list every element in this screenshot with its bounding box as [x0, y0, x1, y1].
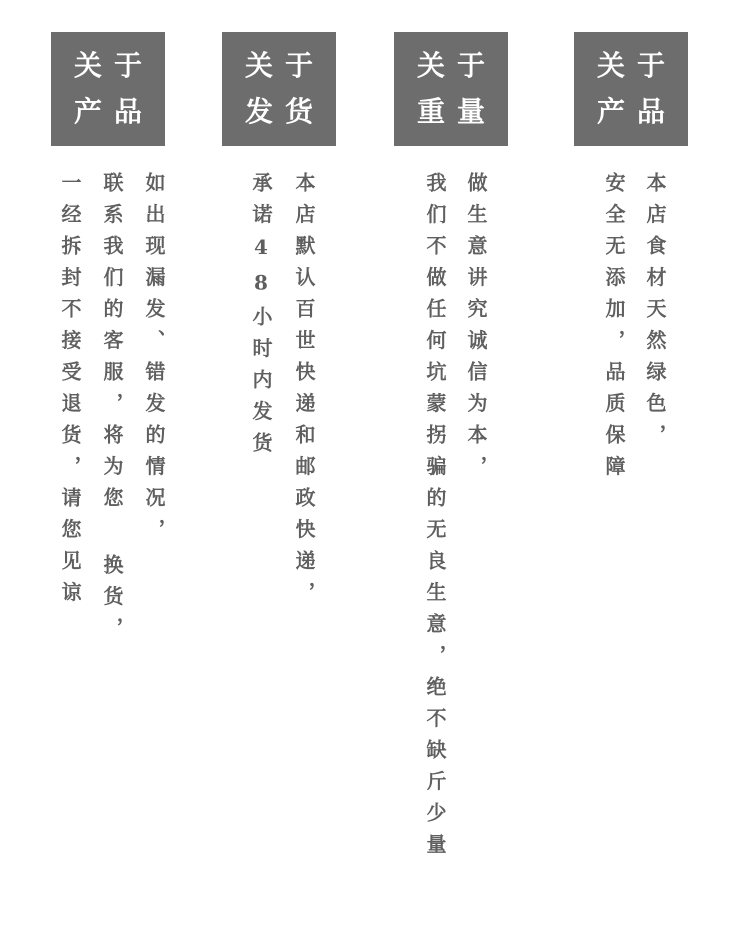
block-title-line1: 关于 — [244, 49, 325, 82]
text-column: 本店食材天然绿色， — [643, 172, 667, 456]
block-title-line2: 重量 — [416, 95, 497, 128]
block-title-line1: 关于 — [596, 49, 677, 82]
text-column: 如出现漏发、错发的情况， — [142, 172, 166, 550]
info-block-weight — [394, 32, 508, 865]
info-block-shipping — [222, 32, 336, 613]
block-title-line1: 关于 — [416, 49, 497, 82]
block-title-line2: 产品 — [73, 95, 154, 128]
block-header — [51, 32, 165, 146]
text-column: 一经拆封不接受退货，请您见谅 — [58, 172, 82, 613]
text-column: 我们不做任何坑蒙拐骗的无良生意，绝不缺斤少量 — [423, 172, 447, 865]
block-header — [394, 32, 508, 146]
block-header — [574, 32, 688, 146]
text-column: 承诺48小时内发货 — [249, 172, 273, 464]
block-title-line2: 发货 — [244, 95, 325, 128]
text-column: 联系我们的客服，将为您 换货， — [100, 172, 124, 649]
info-block-product-quality — [574, 32, 688, 487]
text-column: 安全无添加，品质保障 — [602, 172, 626, 487]
block-title-line1: 关于 — [73, 49, 154, 82]
text-column: 做生意讲究诚信为本， — [464, 172, 488, 487]
block-header — [222, 32, 336, 146]
text-column: 本店默认百世快递和邮政快递， — [292, 172, 316, 613]
block-title-line2: 产品 — [596, 95, 677, 128]
info-block-product-returns — [51, 32, 166, 649]
